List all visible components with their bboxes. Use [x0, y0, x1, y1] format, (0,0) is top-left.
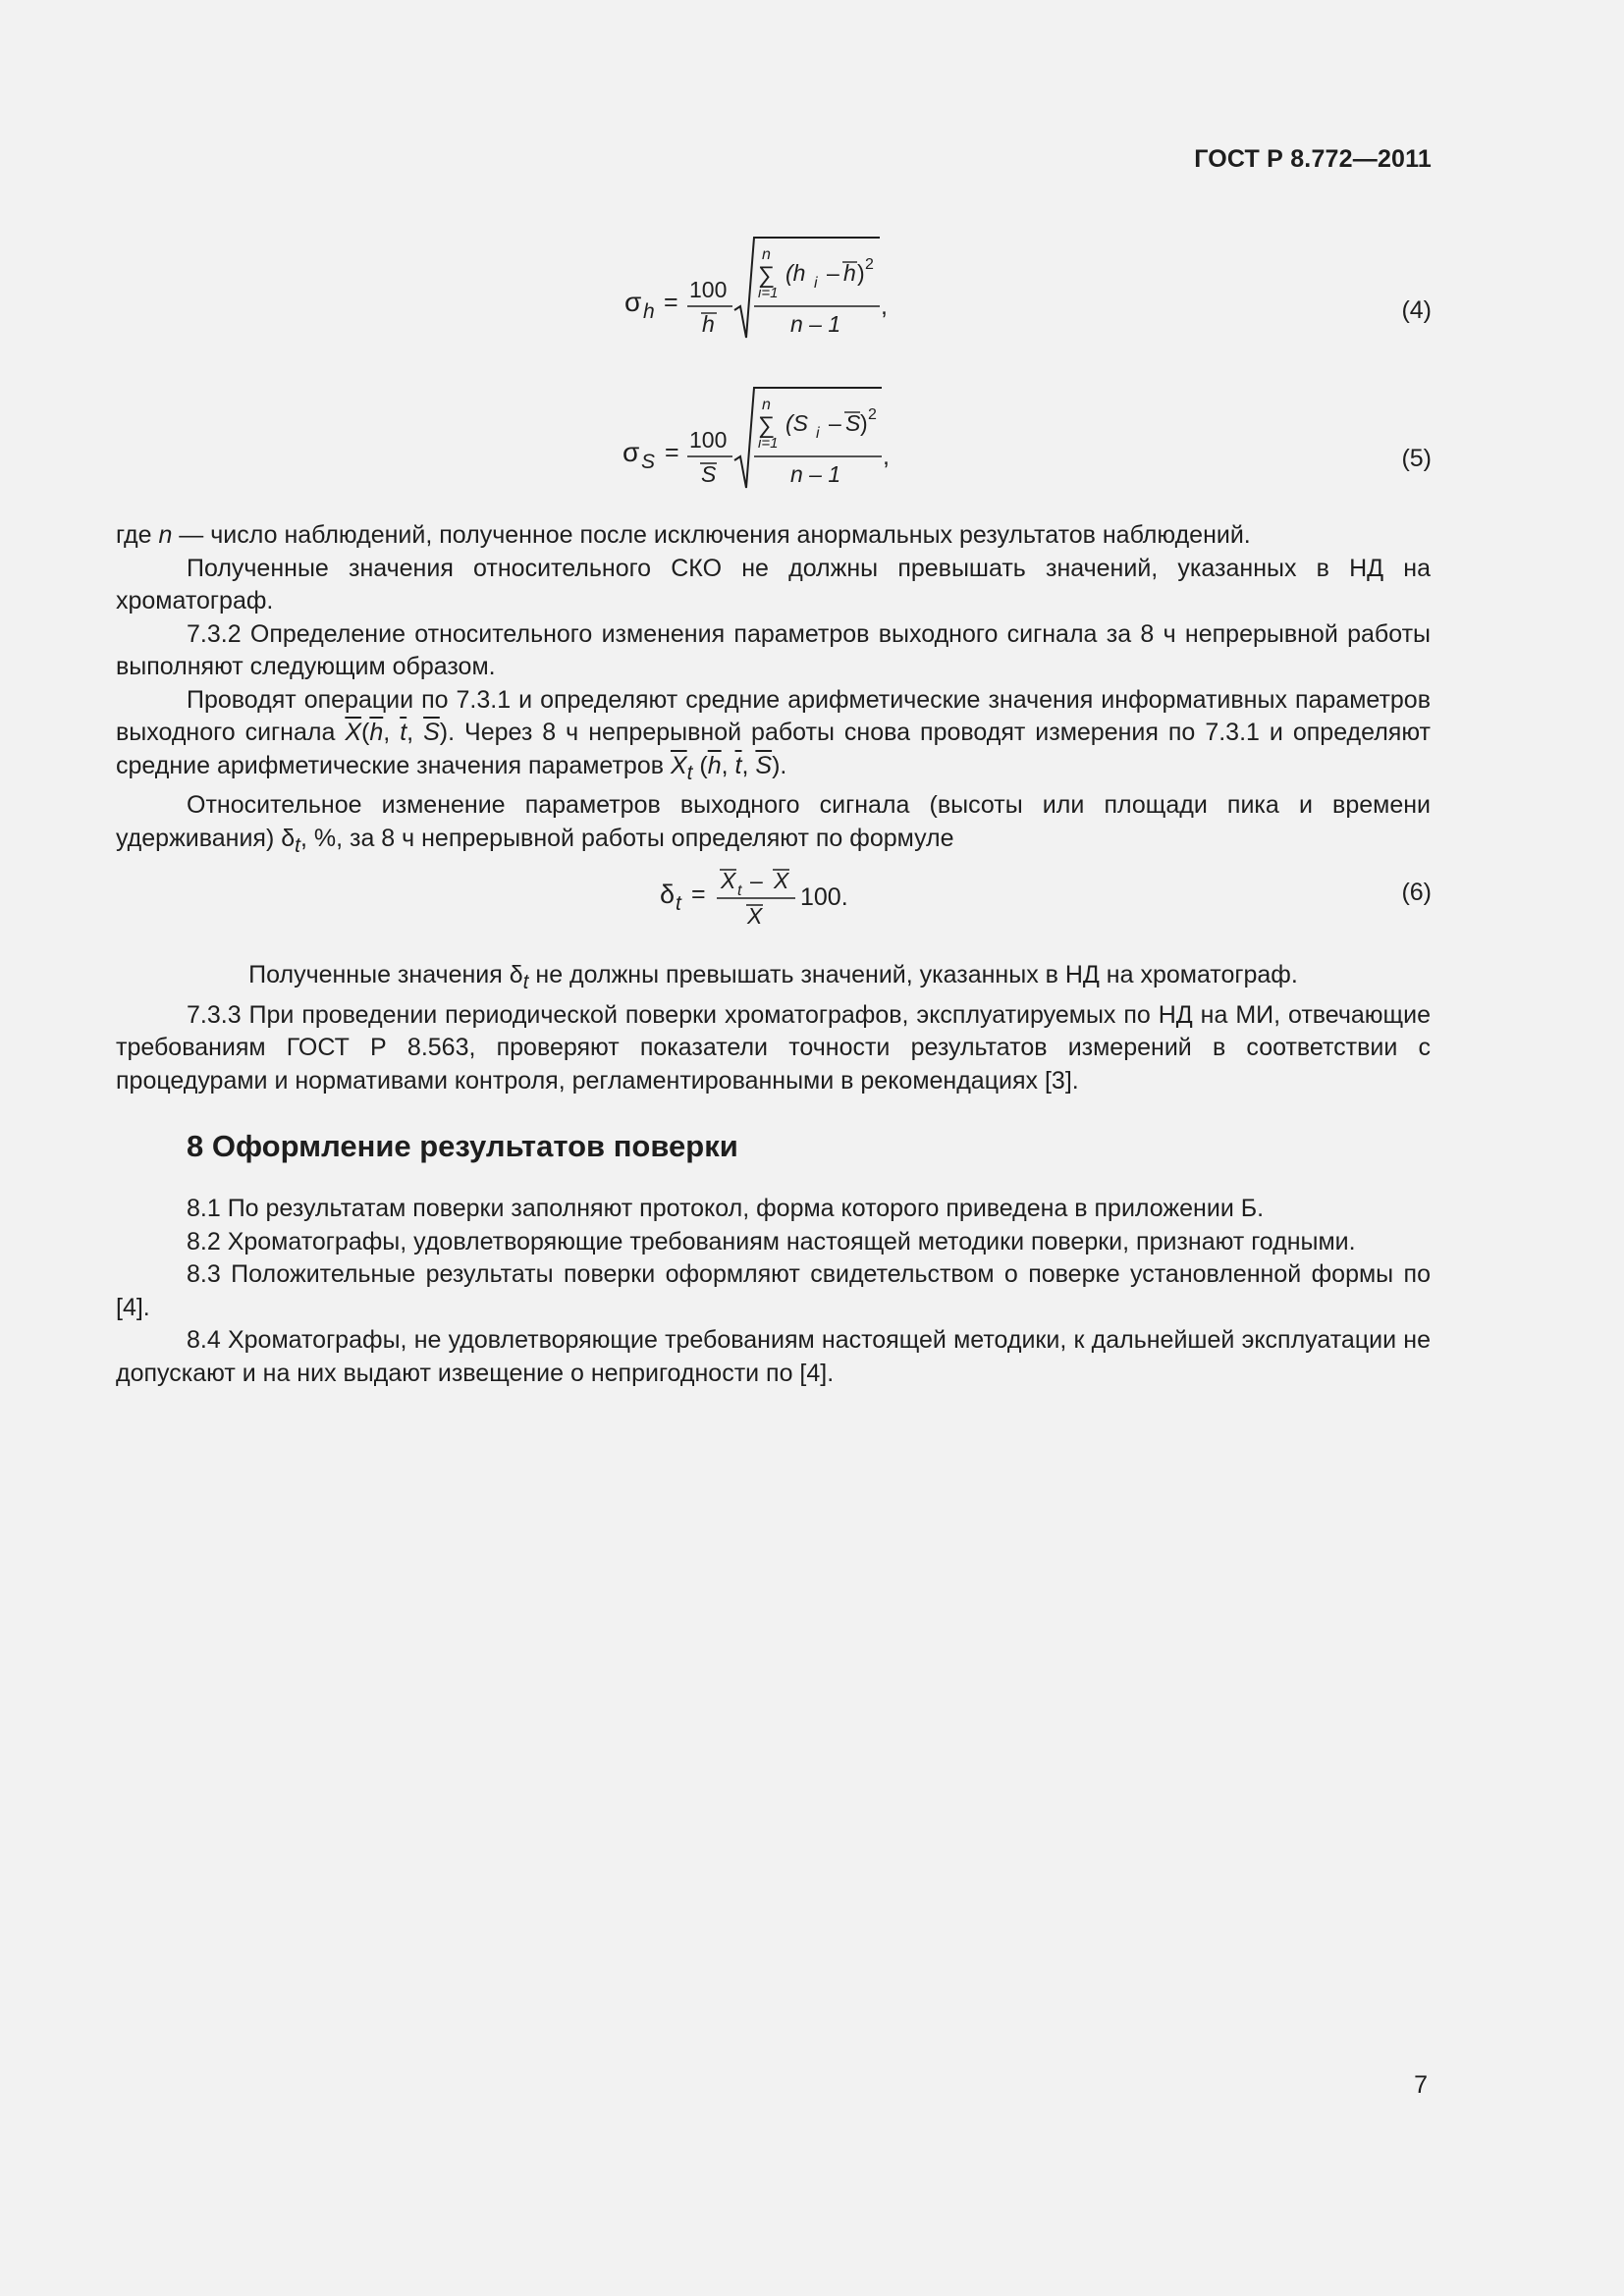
formula-5-number: (5): [1401, 445, 1432, 472]
f4-eq: =: [664, 289, 678, 316]
f4-den: n – 1: [790, 311, 841, 337]
f4-sigma-sub: h: [643, 300, 655, 323]
f6-num-minus: –: [750, 868, 763, 893]
f4-coef-den: h: [702, 311, 715, 337]
f5-num-i: i: [816, 425, 820, 442]
f4-sum-bottom: i=1: [758, 285, 779, 301]
para-7-3-3: 7.3.3 При проведении периодической поверки хроматографов, эксплуатируемых по НД на МИ, отвечающие требованиям ГОСТ Р 8.563, проверяют показатели точности результатов измерений в соответствии с процедурами и нормативами контроля, регламентированными в рекомендациях [3].: [116, 1000, 1431, 1095]
f6-delta: δ: [660, 880, 676, 909]
formula-5: [0, 385, 1624, 503]
f5-sum: ∑: [758, 412, 776, 439]
f6-den: X: [747, 903, 763, 929]
para-where: где n — число наблюдений, полученное после исключения анормальных результатов наблюдений.: [116, 521, 1251, 549]
f5-coef: 100: [689, 427, 728, 453]
formula-5-svg: [0, 385, 1624, 503]
f5-sbar: S: [845, 410, 861, 436]
section-8-heading: 8 Оформление результатов поверки: [187, 1129, 738, 1163]
formula-6-svg: [0, 854, 1624, 952]
f5-minus: –: [829, 410, 841, 436]
para-8-4: 8.4 Хроматографы, не удовлетворяющие требованиям настоящей методики, к дальнейшей эксплуатации не допускают и на них выдают извещение о непригодности по [4].: [116, 1326, 1431, 1387]
f5-den: n – 1: [790, 461, 841, 487]
f5-comma: ,: [883, 443, 890, 470]
f6-num-b: X: [774, 868, 789, 893]
para-received-delta: Полученные значения $\delta_t$ не должны превышать значений, указанных в НД на хроматограф.: [248, 961, 1298, 993]
f4-num-i: i: [814, 275, 818, 292]
formula-6: [0, 854, 1624, 972]
f4-coef: 100: [689, 277, 728, 302]
para-8-2: 8.2 Хроматографы, удовлетворяющие требованиям настоящей методики поверки, признают годными.: [187, 1227, 1356, 1255]
formula-4-number: (4): [1401, 296, 1432, 324]
f4-sum: ∑: [758, 262, 776, 289]
para-relative-change: Относительное изменение параметров выходного сигнала (высоты или площади пика и времени удерживания) $\delta_t$, %, за 8 ч непрерывной работы определяют по формуле: [116, 791, 1431, 857]
f4-sigma: σ: [624, 287, 642, 317]
f6-eq: =: [691, 881, 706, 908]
f5-coef-den: S: [701, 461, 717, 487]
para-operations: Проводят операции по 7.3.1 и определяют средние арифметические значения информативных параметров выходного сигнала $\overline{X}(\overline{h}$, $\overline{t}$, $\overline{S}$). Через 8 ч непрерывной работы снова проводят измерения по 7.3.1 и определяют средние арифметические значения параметров $\overline{X}_t$ ($\overline{h}$, $\overline{t}$, $\overline{S}$).: [116, 685, 1431, 784]
f5-eq: =: [665, 439, 679, 466]
f4-pow: 2: [865, 256, 874, 273]
f4-minus: –: [827, 260, 839, 286]
f5-pow: 2: [868, 406, 877, 423]
f4-hbar: h: [843, 260, 856, 286]
page-number: 7: [1414, 2071, 1428, 2099]
f6-num-a: X: [721, 868, 736, 893]
f5-close: ): [860, 410, 868, 436]
para-7-3-2: 7.3.2 Определение относительного изменения параметров выходного сигнала за 8 ч непрерывной работы выполняют следующим образом.: [116, 619, 1431, 680]
document-id: ГОСТ Р 8.772—2011: [1194, 145, 1432, 173]
f5-sigma-sub: S: [641, 451, 656, 473]
para-8-1: 8.1 По результатам поверки заполняют протокол, форма которого приведена в приложении Б.: [187, 1195, 1265, 1222]
formula-4-svg: [0, 234, 1624, 351]
f5-sum-top: n: [762, 397, 771, 413]
formula-4: [0, 234, 1624, 351]
para-8-3: 8.3 Положительные результаты поверки оформляют свидетельством о поверке установленной формы по [4].: [116, 1260, 1431, 1321]
f5-sigma: σ: [623, 437, 640, 467]
text-block-7-3: [116, 519, 1431, 862]
f6-delta-sub: t: [676, 892, 681, 915]
f4-comma: ,: [881, 293, 888, 320]
text-block-section-8: [116, 1193, 1431, 1390]
f6-num-a-sub: t: [737, 882, 742, 899]
f4-close: ): [857, 260, 865, 286]
f5-num-open: (S: [785, 410, 808, 436]
f6-factor: 100.: [800, 883, 848, 911]
formula-6-number: (6): [1401, 879, 1432, 906]
f5-sum-bottom: i=1: [758, 435, 779, 452]
f4-sum-top: n: [762, 246, 771, 263]
text-block-7-3-3: [116, 959, 1431, 1097]
f4-num-open: (h: [785, 260, 806, 286]
para-received-sko: Полученные значения относительного СКО не должны превышать значений, указанных в НД на хроматограф.: [116, 554, 1431, 614]
